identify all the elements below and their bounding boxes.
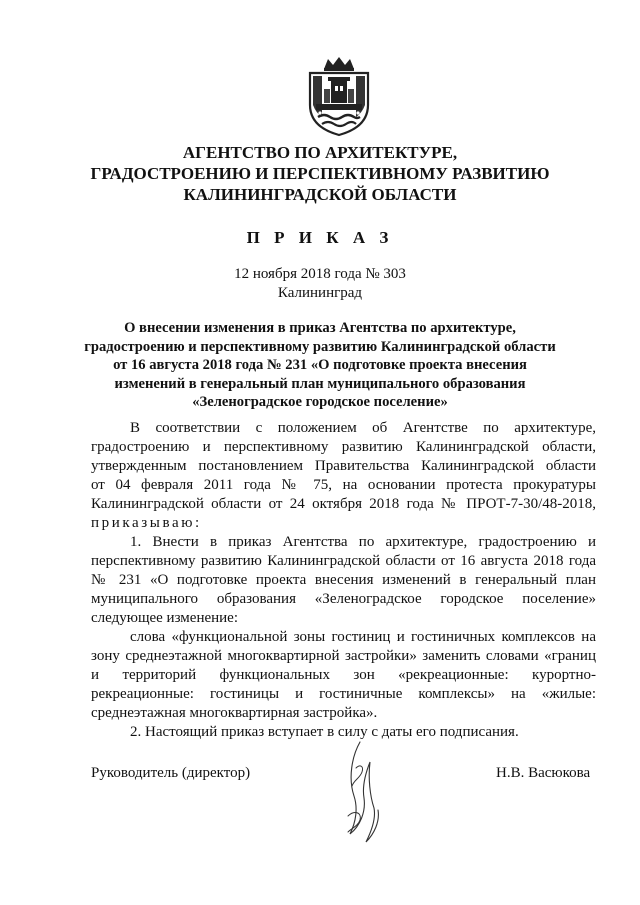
order-city: Калининград — [277, 285, 363, 301]
body-line: утвержденным постановлением Правительства Калининградской области — [91, 458, 596, 474]
subject-line: «Зеленоградское городское поселение» — [192, 394, 448, 410]
body-line: В соответствии с положением об Агентстве по архитектуре, — [130, 420, 596, 436]
body-line: перспективному развитию Калининградской области от 16 августа 2018 года — [91, 553, 596, 569]
body-line: муниципального образования «Зеленоградское городское поселение» — [91, 591, 596, 607]
agency-line: АГЕНТСТВО ПО АРХИТЕКТУРЕ, — [182, 143, 458, 162]
order-date-number: 12 ноября 2018 года № 303 — [234, 266, 406, 282]
subject-line: градостроению и перспективному развитию Калининградской области — [84, 338, 556, 355]
body-line: приказываю: — [91, 515, 202, 531]
body-line: от 04 февраля 2011 года № 75, на основании протеста прокуратуры — [91, 477, 596, 493]
body-line: среднеэтажная многоквартирная застройка». — [91, 705, 378, 721]
body-line: зону среднеэтажной многоквартирной застройки» заменить словами «границ — [91, 648, 596, 664]
order-body — [91, 419, 596, 742]
body-line: рекреационные: гостиницы и гостиничные комплексы» на «жилые: — [91, 686, 596, 702]
body-line: № 231 «О подготовке проекта внесения изменений в генеральный план — [91, 572, 596, 588]
body-line: следующее изменение: — [91, 610, 239, 626]
coat-of-arms-icon — [302, 55, 376, 137]
handwritten-signature-icon — [330, 738, 390, 848]
signatory-position: Руководитель (директор) — [91, 765, 251, 781]
order-title: П Р И К А З — [246, 228, 394, 247]
agency-line: КАЛИНИНГРАДСКОЙ ОБЛАСТИ — [183, 185, 457, 204]
body-line: 2. Настоящий приказ вступает в силу с даты его подписания. — [130, 724, 519, 740]
order-subject — [70, 319, 570, 412]
body-line: Калининградской области от 24 октября 2018 года № ПРОТ-7-30/48-2018, — [91, 496, 596, 512]
signatory-name: Н.В. Васюкова — [496, 765, 591, 781]
body-line: и территорий функциональных зон «рекреационные: курортно- — [91, 667, 596, 683]
subject-line: О внесении изменения в приказ Агентства по архитектуре, — [124, 320, 516, 336]
agency-line: ГРАДОСТРОЕНИЮ И ПЕРСПЕКТИВНОМУ РАЗВИТИЮ — [90, 164, 550, 183]
body-line: градостроению и перспективному развитию Калининградской области, — [91, 439, 596, 455]
subject-line: от 16 августа 2018 года № 231 «О подготовке проекта внесения — [113, 357, 527, 373]
agency-name — [60, 142, 580, 205]
body-line: 1. Внести в приказ Агентства по архитектуре, градостроению и — [130, 534, 596, 550]
body-line: слова «функциональной зоны гостиниц и гостиничных комплексов на — [130, 629, 596, 645]
subject-line: изменений в генеральный план муниципального образования — [114, 375, 526, 392]
